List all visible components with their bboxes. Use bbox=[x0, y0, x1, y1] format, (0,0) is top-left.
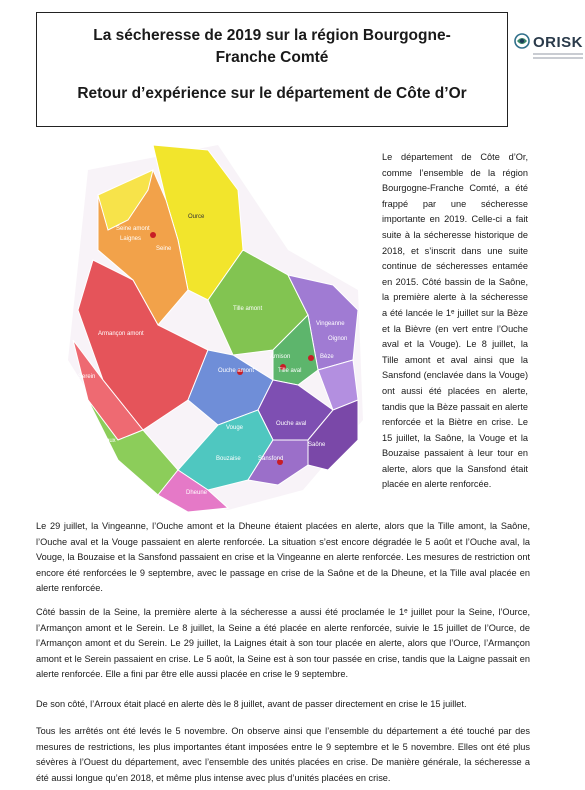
logo-tagline bbox=[533, 53, 583, 59]
label-ource: Ource bbox=[188, 214, 205, 220]
label-vouge: Vouge bbox=[226, 425, 244, 431]
label-oignon: Oignon bbox=[328, 336, 348, 342]
paragraph-conclusion: Tous les arrêtés ont été levés le 5 novembre. On observe ainsi que l’ensemble du département a été touché par des mesures de restrictions, les plus importantes étant imposées entre le 9 septembre et le 5 novembre. Elles ont été plus sévères à l’Ouest du département, avec l’ensemble des unités placées en crise. De manière générale, la sécheresse a été aussi longue qu’en 2018, et même plus intense avec plus d’unités placées en crise. bbox=[36, 726, 530, 783]
label-saone: Saône bbox=[308, 442, 326, 448]
title-box bbox=[36, 12, 508, 127]
paragraph-intro-column: Le département de Côte d’Or, comme l’ensemble de la région Bourgogne-Franche Comté, a été frappé par une sécheresse importante en 2019. Celle-ci a fait suite à la sécheresse historique de 2018, et s’inscrit dans une suite continue de sécheresses entamée en 2015. Côté bassin de la Saône, la première alerte à la sécheresse a été lancée le 1ᵉ juillet sur la Bèze et la Bièvre (en vert entre l’Ouche aval et la Vouge). Le 8 juillet, la Tille amont et aval ainsi que la Sansfond (enclavée dans la Vouge) ont aussi été placées en alerte, tandis que la Bèze passait en alerte renforcée et la Biètre en crise. Le 15 juillet, la Saône, la Vouge et la Bouzaise passaient à leur tour en alerte, alors que la Sansfond était placée en alerte renforcée. bbox=[382, 152, 528, 490]
label-tille-aval: Tille aval bbox=[278, 368, 302, 374]
document-subtitle: Retour d’expérience sur le département de Côte d’Or bbox=[77, 85, 467, 102]
label-arroux: Arroux bbox=[98, 438, 116, 444]
label-dheune: Dheune bbox=[186, 490, 208, 496]
label-tille-amont: Tille amont bbox=[233, 306, 263, 312]
cote-dor-drought-map bbox=[58, 140, 376, 520]
city-dot-1 bbox=[150, 232, 156, 238]
logo-name: ORISK bbox=[533, 34, 584, 51]
title-line-1: La sécheresse de 2019 sur la région Bourgogne- bbox=[93, 27, 451, 44]
label-seine-amont: Seine amont bbox=[116, 226, 150, 232]
label-laignes: Laignes bbox=[120, 236, 142, 242]
paragraph-arroux: De son côté, l’Arroux était placé en alerte dès le 8 juillet, avant de passer directement en crise le 15 juillet. bbox=[36, 699, 467, 709]
label-bouzaise: Bouzaise bbox=[216, 456, 241, 462]
title-line-2: Franche Comté bbox=[215, 49, 329, 66]
label-arnison: Arnison bbox=[270, 354, 291, 360]
label-sansfond: Sansfond bbox=[258, 456, 284, 462]
paragraph-seine-basin: Côté bassin de la Seine, la première alerte à la sécheresse a aussi été proclamée le 1ᵉ juillet pour la Seine, l’Ource, l’Armançon amont et le Serein. Le 8 juillet, la Seine a été placée en alerte renforcée, suivie le 15 juillet de l’Ource, de l’Armançon amont et du Serein. Le 29 juillet, la Laignes était à son tour placée en alerte, alors que l’Ource, l’Armançon amont et le Serein passaient en crise. Le 5 août, la Seine est à son tour passée en crise, tandis que la Laigne passait en alerte renforcée. Elle a fini par être elle aussi placée en crise le 9 septembre. bbox=[36, 607, 530, 680]
label-ouche-amont: Ouche amont bbox=[218, 368, 255, 374]
label-armancon-amont: Armançon amont bbox=[98, 331, 144, 337]
label-seine: Seine bbox=[156, 246, 172, 252]
city-dot-4 bbox=[308, 355, 314, 361]
label-beze: Bèze bbox=[320, 354, 334, 360]
label-ouche-aval: Ouche aval bbox=[276, 421, 307, 427]
label-serein: Serein bbox=[78, 374, 96, 380]
paragraph-saone-july: Le 29 juillet, la Vingeanne, l’Ouche amont et la Dheune étaient placées en alerte, alors que la Tille amont, la Saône, l’Ouche aval et la Vouge passaient en alerte renforcée. La situation s’est encore dégradée le 5 août et l’Ouche aval, la Vouge, la Bouzaise et la Sansfond passaient en crise et la Vingeanne en alerte renforcée. Les mesures de restriction ont encore été renforcées le 9 septembre, avec le passage en crise de la Saône et de la Dheune, et la Tille aval placée en alerte renforcée. bbox=[36, 521, 530, 594]
label-vingeanne: Vingeanne bbox=[316, 321, 345, 327]
document-title bbox=[37, 25, 507, 69]
